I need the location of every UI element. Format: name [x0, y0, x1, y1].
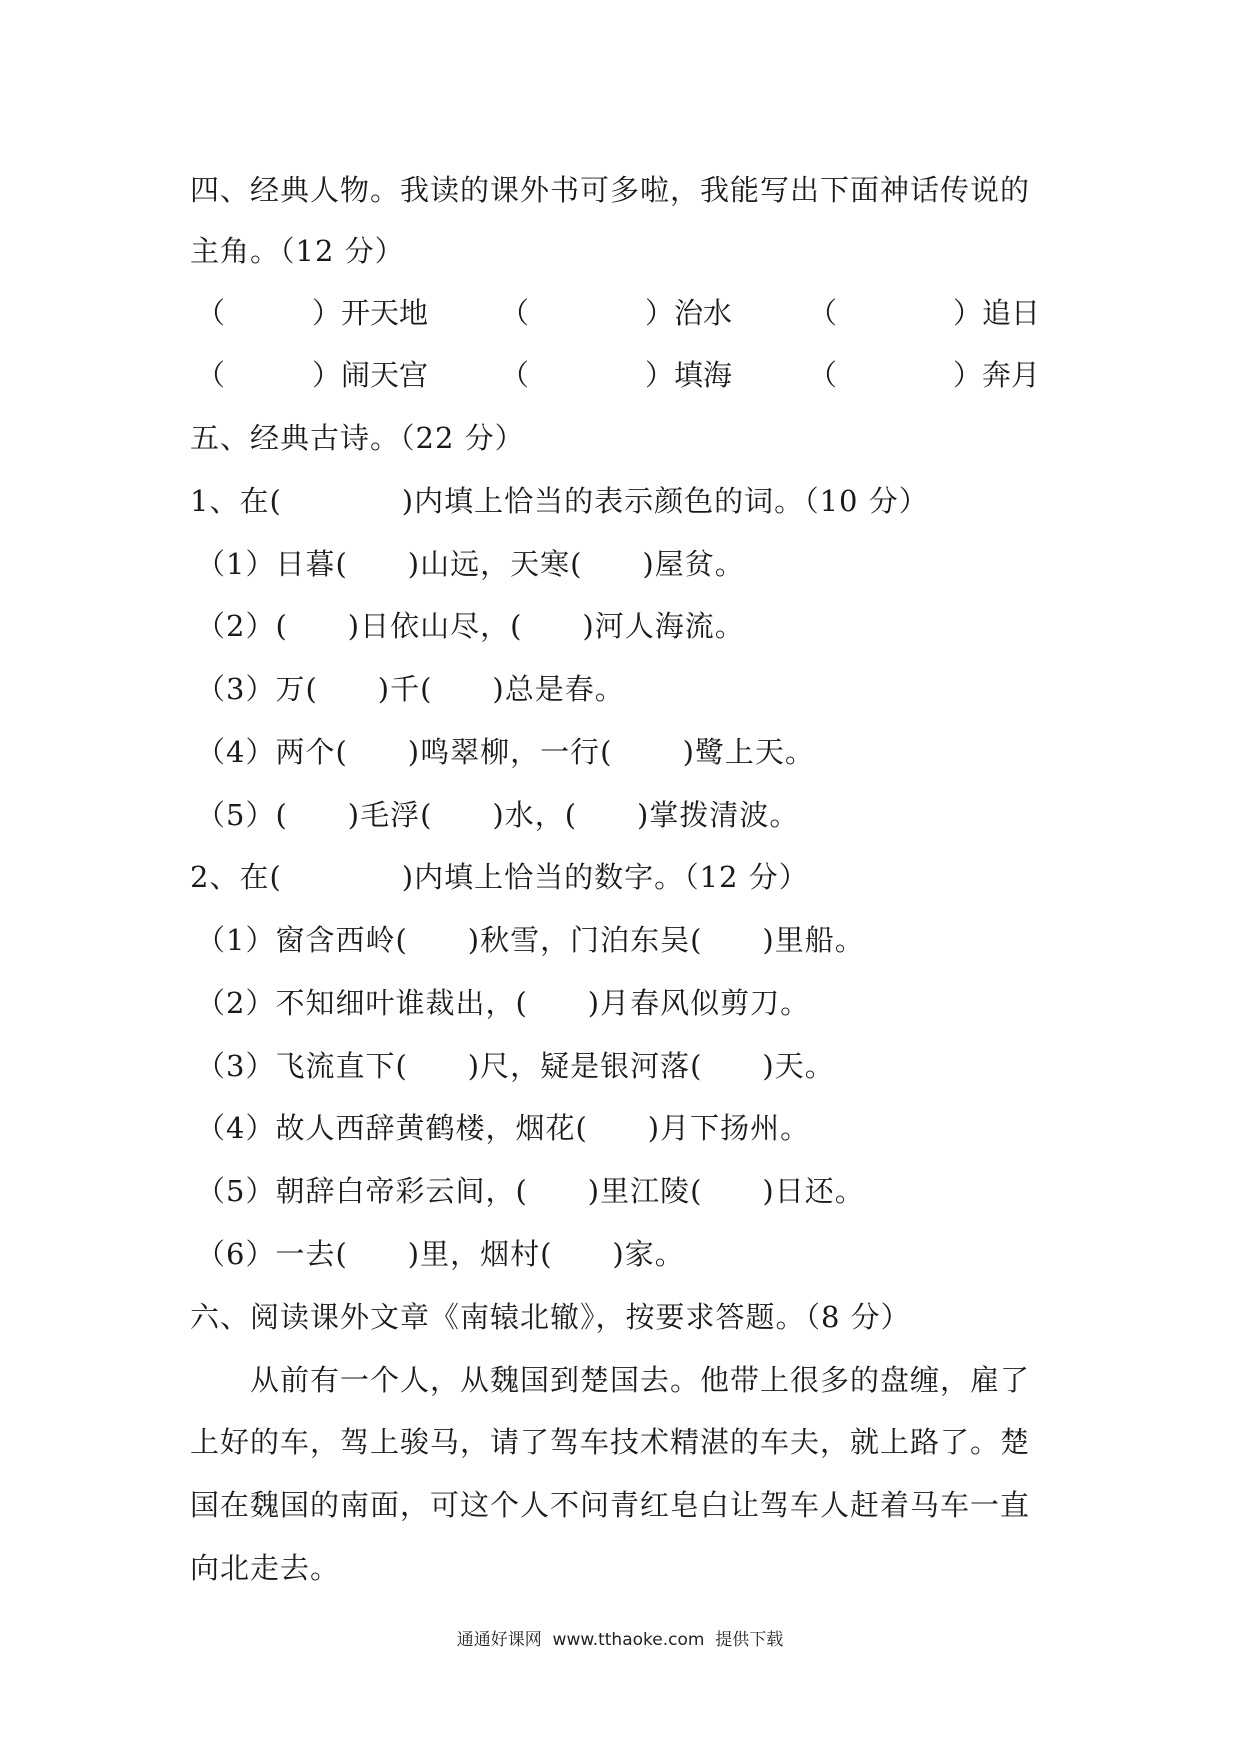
poem-question: （1）窗含西岭( )秋雪，门泊东吴( )里船。: [196, 923, 865, 957]
poem-question: （4）两个( )鸣翠柳，一行( )鹭上天。: [196, 735, 815, 769]
reading-paragraph-line: 从前有一个人，从魏国到楚国去。他带上很多的盘缠，雇了: [250, 1363, 1031, 1397]
poem-question: （6）一去( )里，烟村( )家。: [196, 1237, 685, 1271]
reading-paragraph-line: 上好的车，驾上骏马，请了驾车技术精湛的车夫，就上路了。楚: [190, 1425, 1031, 1459]
fill-blank-item: （ ）填海: [500, 358, 733, 392]
poem-question: （3）飞流直下( )尺，疑是银河落( )天。: [196, 1049, 835, 1083]
poem-question: （1）日暮( )山远，天寒( )屋贫。: [196, 547, 745, 581]
reading-paragraph-line: 国在魏国的南面，可这个人不问青红皂白让驾车人赶着马车一直: [190, 1488, 1031, 1522]
section5-q2-title: 2、在( )内填上恰当的数字。（12 分）: [190, 860, 809, 894]
fill-blank-item: （ ）追日: [808, 296, 1041, 330]
section5-q1-title: 1、在( )内填上恰当的表示颜色的词。（10 分）: [190, 484, 929, 518]
poem-question: （5）朝辞白帝彩云间，( )里江陵( )日还。: [196, 1174, 865, 1208]
section5-title: 五、经典古诗。（22 分）: [190, 421, 525, 455]
fill-blank-item: （ ）开天地: [196, 296, 429, 330]
section4-title-line2: 主角。（12 分）: [190, 234, 405, 268]
page-footer: 通通好课网 www.tthaoke.com 提供下载: [456, 1630, 784, 1650]
fill-blank-item: （ ）闹天宫: [196, 358, 429, 392]
poem-question: （3）万( )千( )总是春。: [196, 672, 625, 706]
poem-question: （2）不知细叶谁裁出，( )月春风似剪刀。: [196, 986, 811, 1020]
section4-title-line1: 四、经典人物。我读的课外书可多啦，我能写出下面神话传说的: [190, 173, 1031, 207]
fill-blank-item: （ ）奔月: [808, 358, 1041, 392]
poem-question: （4）故人西辞黄鹤楼，烟花( )月下扬州。: [196, 1111, 811, 1145]
poem-question: （2）( )日依山尽，( )河人海流。: [196, 609, 745, 643]
fill-blank-item: （ ）治水: [500, 296, 733, 330]
poem-question: （5）( )毛浮( )水，( )掌拨清波。: [196, 798, 800, 832]
reading-paragraph-line: 向北走去。: [190, 1551, 341, 1585]
section6-title: 六、阅读课外文章《南辕北辙》，按要求答题。（8 分）: [190, 1300, 911, 1334]
